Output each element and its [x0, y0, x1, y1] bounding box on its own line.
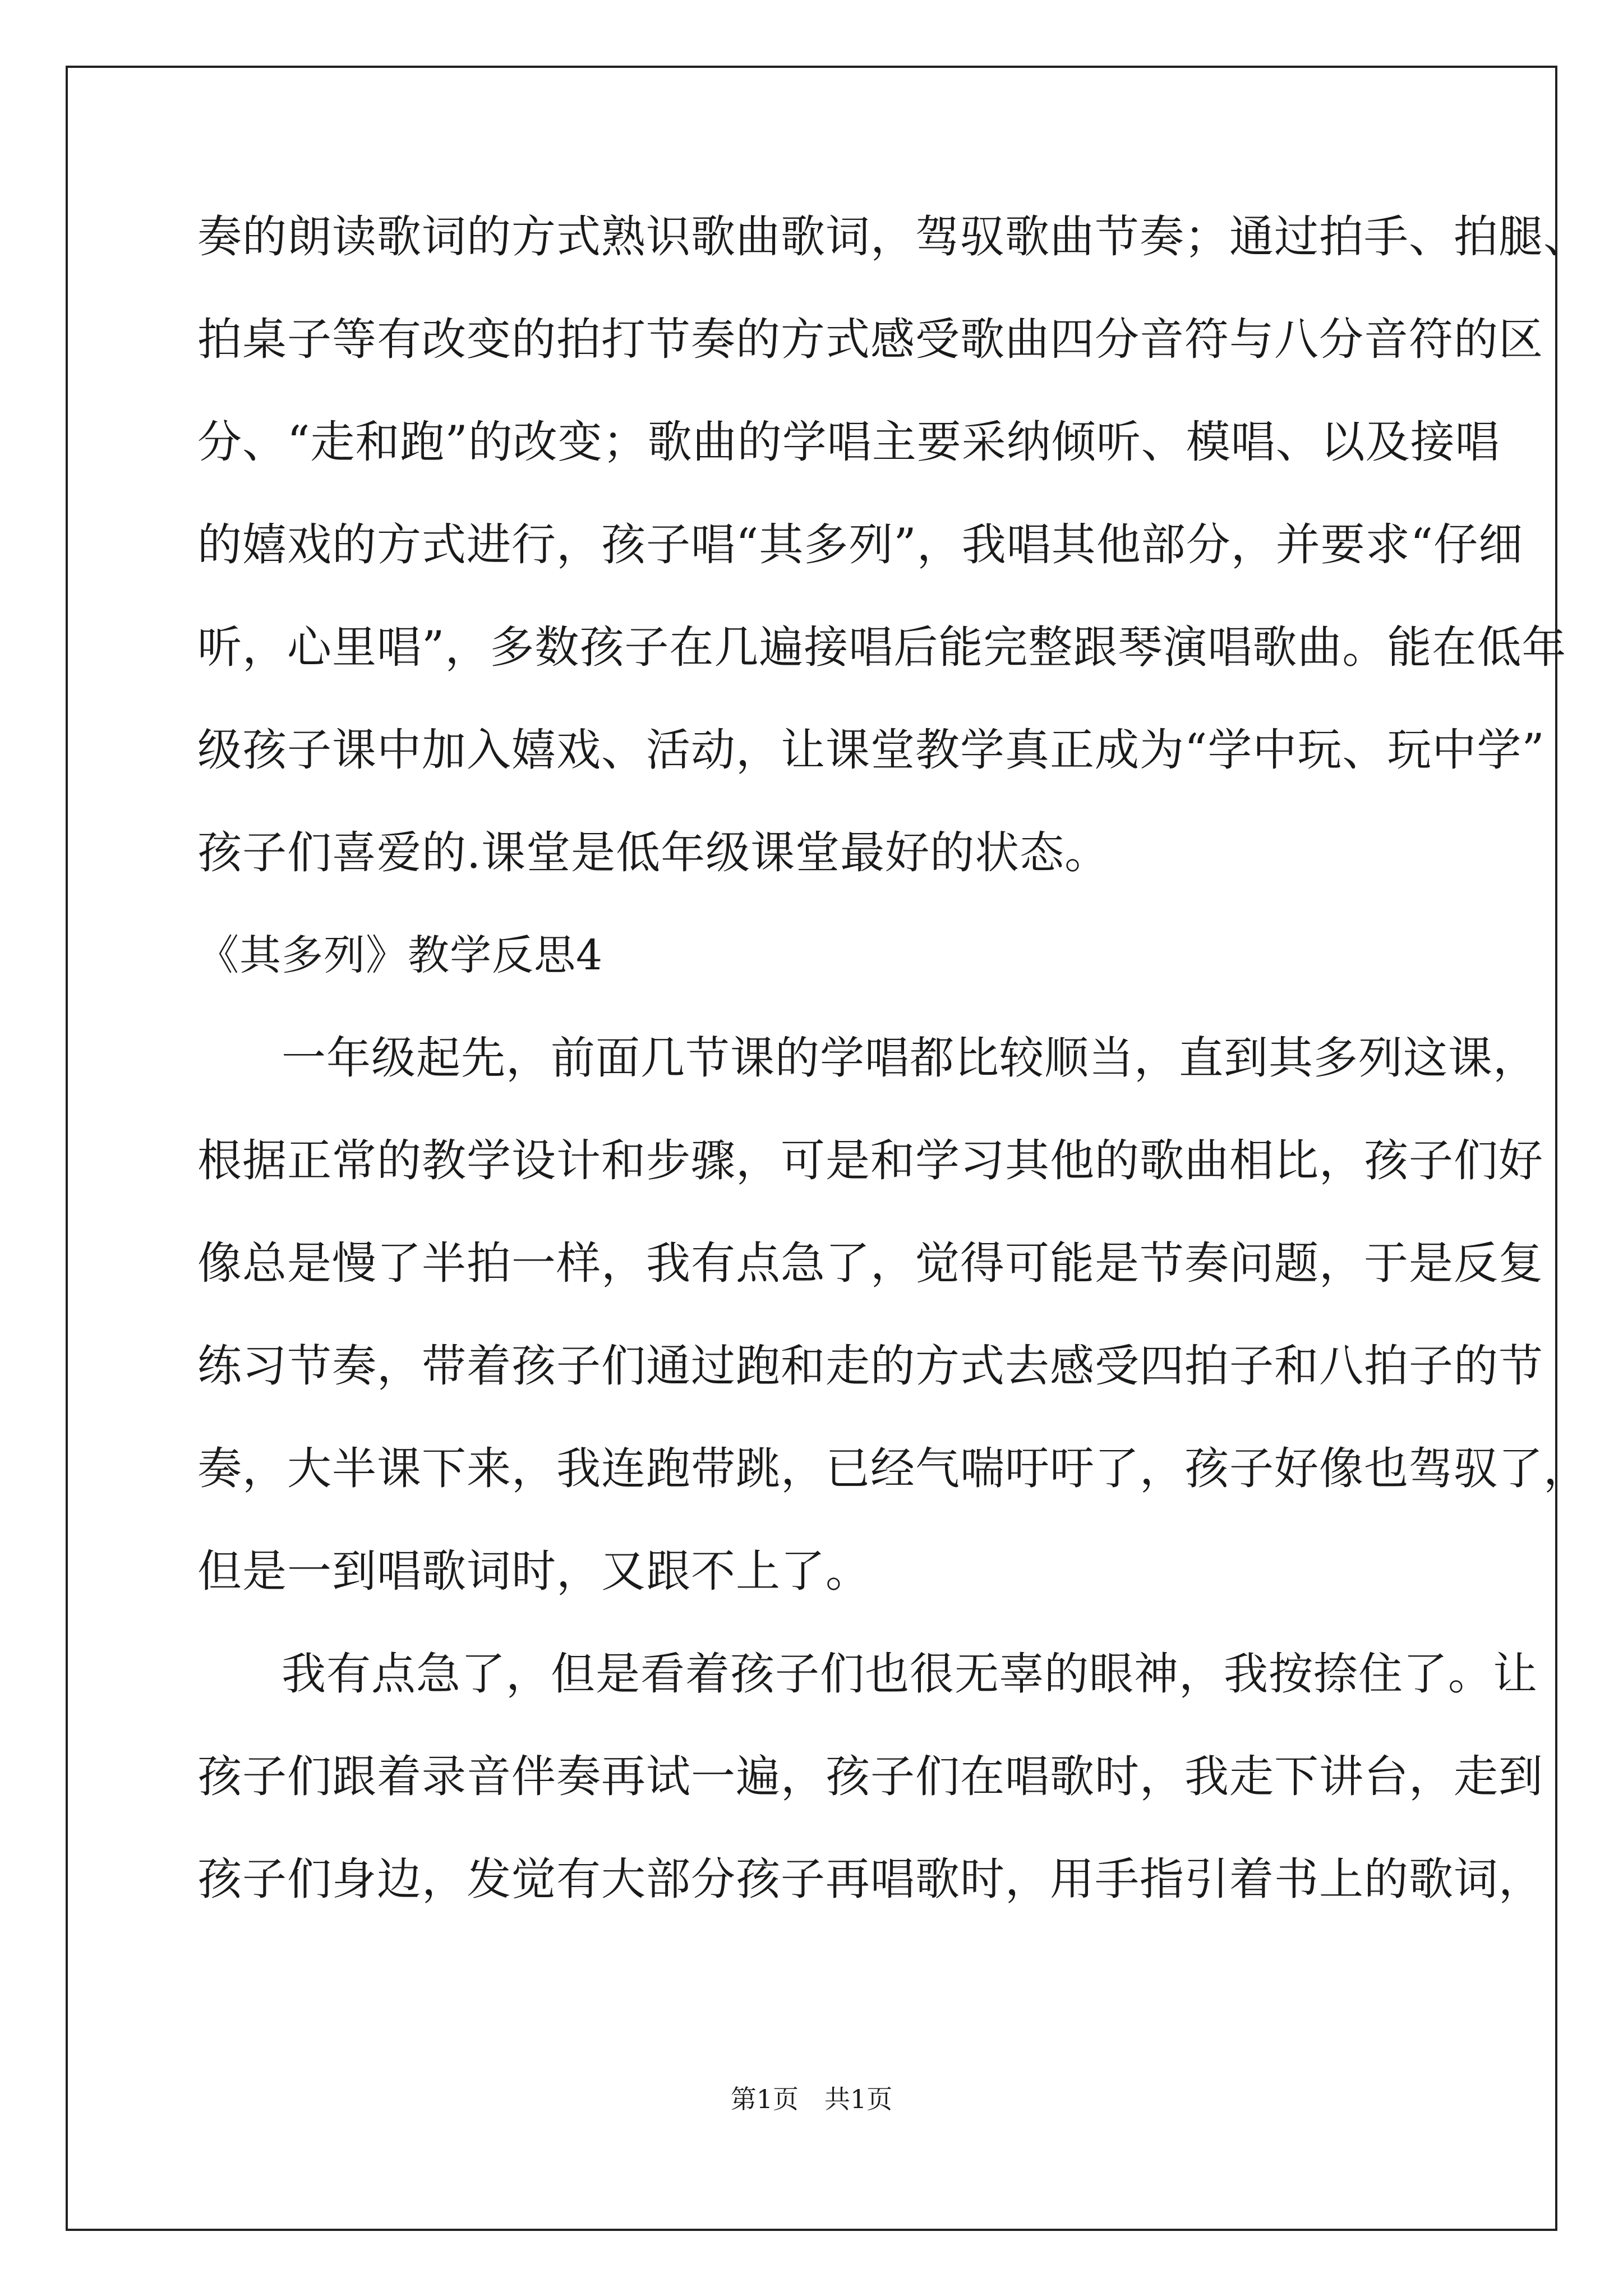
body-line: 奏，大半课下来，我连跑带跳，已经气喘吁吁了，孩子好像也驾驭了，: [197, 1443, 1588, 1494]
body-line: 一年级起先，前面几节课的学唱都比较顺当，直到其多列这课，: [282, 1032, 1538, 1084]
body-line: 奏的朗读歌词的方式熟识歌曲歌词，驾驭歌曲节奏；通过拍手、拍腿、: [197, 211, 1588, 263]
body-line: 孩子们跟着录音伴奏再试一遍，孩子们在唱歌时，我走下讲台，走到: [197, 1751, 1543, 1802]
body-line: 我有点急了，但是看着孩子们也很无辜的眼神，我按捺住了。让: [282, 1648, 1538, 1700]
body-line: 级孩子课中加入嬉戏、活动，让课堂教学真正成为“学中玩、玩中学”: [197, 724, 1545, 776]
body-line: 拍桌子等有改变的拍打节奏的方式感受歌曲四分音符与八分音符的区: [197, 314, 1543, 365]
body-line: 孩子们喜爱的.课堂是低年级课堂最好的状态。: [197, 827, 1110, 878]
page-number-footer: 第1页 共1页: [730, 2084, 893, 2114]
body-line: 的嬉戏的方式进行，孩子唱“其多列”，我唱其他部分，并要求“仔细: [197, 519, 1524, 570]
body-line: 但是一到唱歌词时，又跟不上了。: [197, 1545, 870, 1597]
body-line: 像总是慢了半拍一样，我有点急了，觉得可能是节奏问题，于是反复: [197, 1237, 1543, 1289]
body-line: 孩子们身边，发觉有大部分孩子再唱歌时，用手指引着书上的歌词，: [197, 1853, 1543, 1905]
body-line: 听，心里唱”，多数孩子在几遍接唱后能完整跟琴演唱歌曲。能在低年: [197, 622, 1567, 673]
body-line: 根据正常的教学设计和步骤，可是和学习其他的歌曲相比，孩子们好: [197, 1135, 1543, 1186]
section-heading: 《其多列》教学反思4: [197, 931, 603, 979]
body-line: 练习节奏，带着孩子们通过跑和走的方式去感受四拍子和八拍子的节: [197, 1340, 1543, 1392]
body-line: 分、“走和跑”的改变；歌曲的学唱主要采纳倾听、模唱、以及接唱: [197, 416, 1500, 468]
